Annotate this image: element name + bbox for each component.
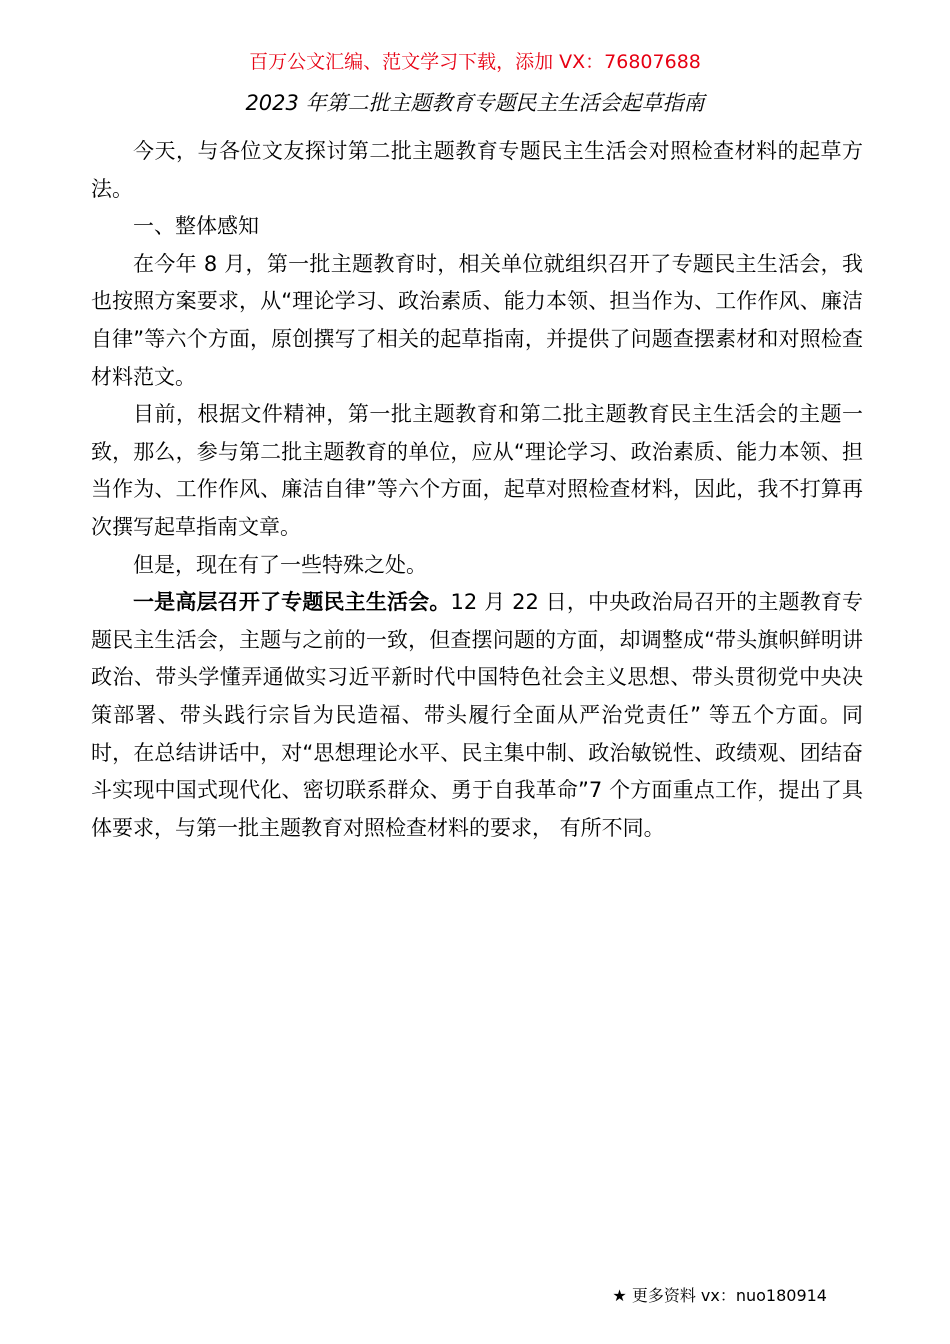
paragraph-current-situation: 目前，根据文件精神，第一批主题教育和第二批主题教育民主生活会的主题一致，那么，参与第二批主题教育的单位，应从“理论学习、政治素质、能力本领、担当作为、工作作风、廉洁自律”等六个方面，起草对照检查材料，因此，我不打算再次撰写起草指南文章。 (91, 402, 863, 539)
document-title: 2023 年第二批主题教育专题民主生活会起草指南 (245, 91, 705, 115)
paragraph-special-points: 但是，现在有了一些特殊之处。 (133, 552, 427, 577)
point-one-text: 12 月 22 日，中央政治局召开的主题教育专题民主生活会，主题与之前的一致，但查摆问题的方面，却调整成“带头旗帜鲜明讲政治、带头学懂弄通做实习近平新时代中国特色社会主义思想、带头贯彻党中央决策部署、带头践行宗旨为民造福、带头履行全面从严治党责任” 等五个方面。同时，在总结讲话中，对“思想理论水平、民主集中制、政治敏锐性、政绩观、团结奋斗实现中国式现代化、密切联系群众、勇于自我革命”7 个方面重点工作，提出了具体要求，与第一批主题教育对照检查材料的要求， 有所不同。 (91, 590, 864, 840)
paragraph-point-one (91, 584, 863, 847)
star-icon: ★ (612, 1286, 627, 1305)
document-body (91, 133, 863, 847)
paragraph-intro: 今天，与各位文友探讨第二批主题教育专题民主生活会对照检查材料的起草方法。 (91, 139, 863, 201)
section-heading-overall-perception: 一、整体感知 (133, 214, 259, 239)
paragraph-first-batch: 在今年 8 月，第一批主题教育时，相关单位就组织召开了专题民主生活会，我也按照方案要求，从“理论学习、政治素质、能力本领、担当作为、工作作风、廉洁自律”等六个方面，原创撰写了相关的起草指南，并提供了问题查摆素材和对照检查材料范文。 (91, 251, 863, 389)
footer-note-text: 更多资料 vx：nuo180914 (631, 1286, 827, 1305)
point-one-bold-lead: 一是高层召开了专题民主生活会。 (133, 590, 451, 615)
header-ad-banner: 百万公文汇编、范文学习下载，添加 VX：76807688 (249, 51, 701, 73)
footer-note (612, 1284, 827, 1308)
